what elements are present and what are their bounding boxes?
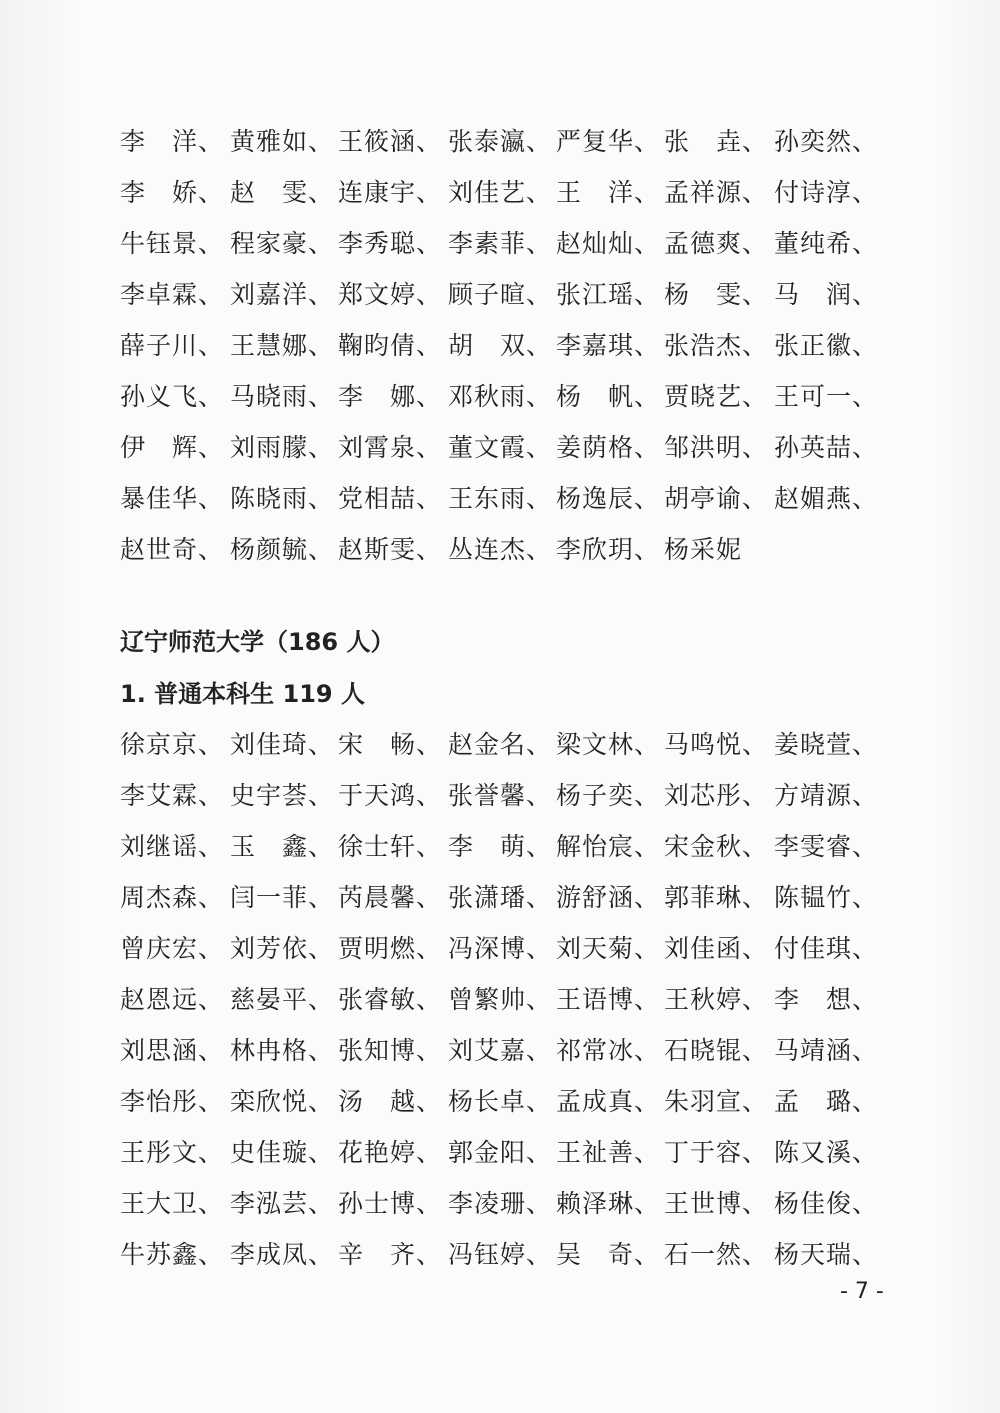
name-entry: 玉 鑫、 [230, 832, 335, 861]
name-entry: 暴佳华、 [120, 484, 225, 513]
name-entry: 黄雅如、 [230, 127, 335, 156]
subsection-title: 1. 普通本科生 119 人 [120, 680, 365, 708]
name-entry: 杨长卓、 [448, 1087, 553, 1116]
name-entry: 孙英喆、 [774, 433, 879, 462]
name-entry: 石晓锟、 [664, 1036, 769, 1065]
name-row [0, 1133, 1000, 1173]
name-entry: 王 洋、 [556, 178, 661, 207]
name-row [0, 224, 1000, 264]
name-entry: 解怡宸、 [556, 832, 661, 861]
name-row [0, 1235, 1000, 1275]
name-entry: 李 萌、 [448, 832, 553, 861]
name-entry: 李卓霖、 [120, 280, 225, 309]
name-entry: 周杰森、 [120, 883, 225, 912]
name-entry: 闫一菲、 [230, 883, 335, 912]
name-entry: 马 润、 [774, 280, 879, 309]
name-entry: 马靖涵、 [774, 1036, 879, 1065]
name-entry: 党相喆、 [338, 484, 443, 513]
name-entry: 顾子暄、 [448, 280, 553, 309]
name-row [0, 776, 1000, 816]
name-entry: 辛 齐、 [338, 1240, 443, 1269]
name-entry: 赵 雯、 [230, 178, 335, 207]
name-entry: 马鸣悦、 [664, 730, 769, 759]
name-entry: 贾晓艺、 [664, 382, 769, 411]
name-entry: 郑文婷、 [338, 280, 443, 309]
name-entry: 李怡彤、 [120, 1087, 225, 1116]
name-entry: 赵世奇、 [120, 535, 225, 564]
name-entry: 游舒涵、 [556, 883, 661, 912]
name-entry: 刘芳依、 [230, 934, 335, 963]
name-entry: 姜晓萱、 [774, 730, 879, 759]
name-entry: 张睿敏、 [338, 985, 443, 1014]
name-entry: 汤 越、 [338, 1087, 443, 1116]
name-entry: 杨 帆、 [556, 382, 661, 411]
name-entry: 马晓雨、 [230, 382, 335, 411]
name-entry: 李雯睿、 [774, 832, 879, 861]
name-entry: 张江瑶、 [556, 280, 661, 309]
name-entry: 赖泽琳、 [556, 1189, 661, 1218]
name-entry: 王慧娜、 [230, 331, 335, 360]
name-entry: 姜荫格、 [556, 433, 661, 462]
name-entry: 慈晏平、 [230, 985, 335, 1014]
name-entry: 赵金名、 [448, 730, 553, 759]
name-entry: 薛子川、 [120, 331, 225, 360]
name-entry: 付诗淳、 [774, 178, 879, 207]
name-entry: 李秀聪、 [338, 229, 443, 258]
name-entry: 孟德爽、 [664, 229, 769, 258]
name-entry: 董文霞、 [448, 433, 553, 462]
name-entry: 祁常冰、 [556, 1036, 661, 1065]
name-entry: 朱羽宣、 [664, 1087, 769, 1116]
name-entry: 郭金阳、 [448, 1138, 553, 1167]
name-entry: 孟 璐、 [774, 1087, 879, 1116]
name-row [0, 326, 1000, 366]
name-entry: 李成凤、 [230, 1240, 335, 1269]
name-entry: 刘霄泉、 [338, 433, 443, 462]
page-number: - 7 - [840, 1279, 884, 1304]
name-entry: 宋 畅、 [338, 730, 443, 759]
name-entry: 严复华、 [556, 127, 661, 156]
name-entry: 陈又溪、 [774, 1138, 879, 1167]
name-entry: 花艳婷、 [338, 1138, 443, 1167]
name-entry: 李素菲、 [448, 229, 553, 258]
name-entry: 杨佳俊、 [774, 1189, 879, 1218]
name-entry: 程家豪、 [230, 229, 335, 258]
name-entry: 冯深博、 [448, 934, 553, 963]
name-row [0, 479, 1000, 519]
name-entry: 孙义飞、 [120, 382, 225, 411]
name-entry: 李凌珊、 [448, 1189, 553, 1218]
name-entry: 刘天菊、 [556, 934, 661, 963]
name-entry: 冯钰婷、 [448, 1240, 553, 1269]
name-entry: 张誉馨、 [448, 781, 553, 810]
name-entry: 李 娇、 [120, 178, 225, 207]
name-entry: 栾欣悦、 [230, 1087, 335, 1116]
name-entry: 刘佳艺、 [448, 178, 553, 207]
name-entry: 鞠昀倩、 [338, 331, 443, 360]
name-entry: 徐京京、 [120, 730, 225, 759]
name-entry: 杨子奕、 [556, 781, 661, 810]
name-entry: 王语博、 [556, 985, 661, 1014]
name-entry: 史宇荟、 [230, 781, 335, 810]
name-entry: 王大卫、 [120, 1189, 225, 1218]
name-entry: 丛连杰、 [448, 535, 553, 564]
name-entry [774, 530, 894, 570]
name-row [0, 980, 1000, 1020]
name-row [0, 1031, 1000, 1071]
name-entry: 杨天瑞、 [774, 1240, 879, 1269]
name-entry: 王世博、 [664, 1189, 769, 1218]
name-entry: 史佳璇、 [230, 1138, 335, 1167]
name-entry: 梁文林、 [556, 730, 661, 759]
name-row [0, 827, 1000, 867]
name-entry: 赵媚燕、 [774, 484, 879, 513]
name-entry: 郭菲琳、 [664, 883, 769, 912]
name-entry: 付佳琪、 [774, 934, 879, 963]
name-row [0, 530, 1000, 570]
name-entry: 方靖源、 [774, 781, 879, 810]
name-entry: 王祉善、 [556, 1138, 661, 1167]
name-entry: 张正徽、 [774, 331, 879, 360]
name-entry: 刘继谣、 [120, 832, 225, 861]
name-entry: 邓秋雨、 [448, 382, 553, 411]
name-entry: 徐士轩、 [338, 832, 443, 861]
name-entry: 孙士博、 [338, 1189, 443, 1218]
name-entry: 刘艾嘉、 [448, 1036, 553, 1065]
name-entry: 宋金秋、 [664, 832, 769, 861]
name-entry: 胡 双、 [448, 331, 553, 360]
name-entry: 陈晓雨、 [230, 484, 335, 513]
name-entry: 刘芯彤、 [664, 781, 769, 810]
name-entry: 丁于容、 [664, 1138, 769, 1167]
name-entry: 孟成真、 [556, 1087, 661, 1116]
name-entry: 曾庆宏、 [120, 934, 225, 963]
name-entry: 于天鸿、 [338, 781, 443, 810]
name-entry: 孙奕然、 [774, 127, 879, 156]
name-entry: 邹洪明、 [664, 433, 769, 462]
name-entry: 李 娜、 [338, 382, 443, 411]
name-entry: 胡亭谕、 [664, 484, 769, 513]
name-entry: 杨采妮 [664, 535, 743, 564]
name-entry: 林冉格、 [230, 1036, 335, 1065]
name-entry: 赵斯雯、 [338, 535, 443, 564]
name-entry: 李嘉琪、 [556, 331, 661, 360]
name-row [0, 275, 1000, 315]
name-entry: 李 想、 [774, 985, 879, 1014]
name-entry: 张浩杰、 [664, 331, 769, 360]
section-title: 辽宁师范大学（186 人） [120, 628, 395, 656]
name-entry: 李泓芸、 [230, 1189, 335, 1218]
name-entry: 杨 雯、 [664, 280, 769, 309]
name-entry: 刘佳琦、 [230, 730, 335, 759]
name-entry: 曾繁帅、 [448, 985, 553, 1014]
name-entry: 牛苏鑫、 [120, 1240, 225, 1269]
name-entry: 张 垚、 [664, 127, 769, 156]
name-entry: 张泰瀛、 [448, 127, 553, 156]
name-entry: 张知博、 [338, 1036, 443, 1065]
name-row [0, 173, 1000, 213]
name-row [0, 878, 1000, 918]
name-entry: 芮晨馨、 [338, 883, 443, 912]
name-entry: 赵灿灿、 [556, 229, 661, 258]
name-entry: 连康宇、 [338, 178, 443, 207]
name-entry: 石一然、 [664, 1240, 769, 1269]
name-entry: 李欣玥、 [556, 535, 661, 564]
name-entry: 李 洋、 [120, 127, 225, 156]
name-entry: 刘佳函、 [664, 934, 769, 963]
name-entry: 董纯希、 [774, 229, 879, 258]
name-entry: 杨逸辰、 [556, 484, 661, 513]
name-entry: 陈韫竹、 [774, 883, 879, 912]
name-row [0, 929, 1000, 969]
name-entry: 刘思涵、 [120, 1036, 225, 1065]
name-entry: 刘雨朦、 [230, 433, 335, 462]
name-row [0, 725, 1000, 765]
name-entry: 刘嘉洋、 [230, 280, 335, 309]
name-row [0, 428, 1000, 468]
name-entry: 贾明燃、 [338, 934, 443, 963]
name-row [0, 122, 1000, 162]
name-row [0, 377, 1000, 417]
name-entry: 杨颜毓、 [230, 535, 335, 564]
name-row [0, 1082, 1000, 1122]
name-entry: 王秋婷、 [664, 985, 769, 1014]
name-entry: 张潇璠、 [448, 883, 553, 912]
name-entry: 赵恩远、 [120, 985, 225, 1014]
name-entry: 王可一、 [774, 382, 879, 411]
name-entry: 孟祥源、 [664, 178, 769, 207]
name-entry: 王筱涵、 [338, 127, 443, 156]
name-entry: 吴 奇、 [556, 1240, 661, 1269]
name-row [0, 1184, 1000, 1224]
name-entry: 伊 辉、 [120, 433, 225, 462]
name-entry: 王彤文、 [120, 1138, 225, 1167]
name-entry: 王东雨、 [448, 484, 553, 513]
name-entry: 牛钰景、 [120, 229, 225, 258]
name-entry: 李艾霖、 [120, 781, 225, 810]
